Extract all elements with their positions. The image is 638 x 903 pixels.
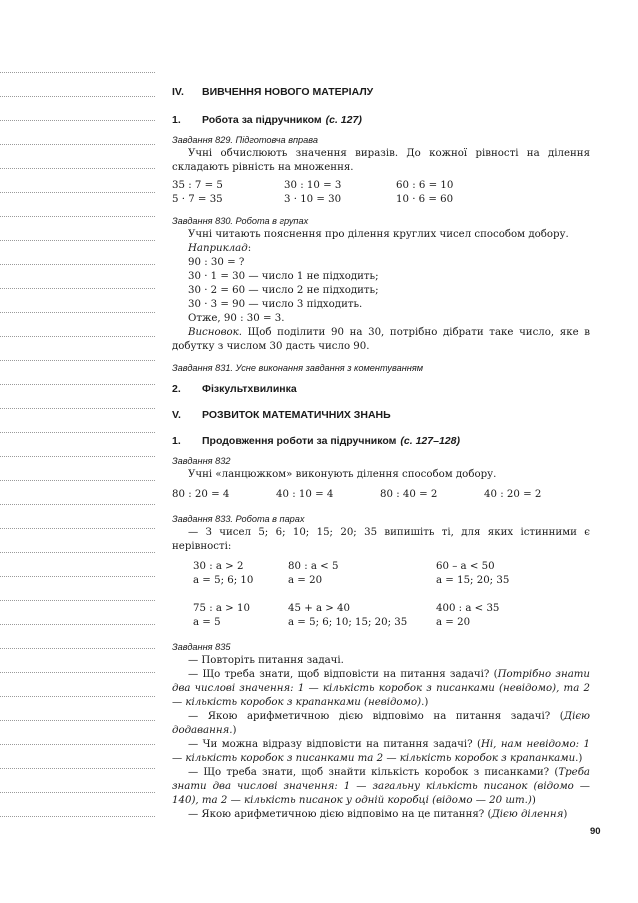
subsection-heading xyxy=(172,114,590,126)
section-number: V. xyxy=(172,409,181,421)
example-step: 30 · 1 = 30 — число 1 не підходить; xyxy=(188,271,379,282)
page-reference: (с. 127–128) xyxy=(400,435,460,447)
answer-row xyxy=(172,574,590,588)
question-answer: Дією ділення xyxy=(491,809,564,820)
question xyxy=(172,738,590,766)
example-colon: : xyxy=(247,243,252,254)
note-line xyxy=(0,504,155,505)
inequality-row xyxy=(172,602,590,616)
note-line xyxy=(0,576,155,577)
question-text: — Що треба знати, щоб знайти кількість коробок з писанками? ( xyxy=(188,767,559,778)
note-line xyxy=(0,600,155,601)
inequality: 60 – a < 50 xyxy=(436,561,495,572)
note-line xyxy=(0,648,155,649)
note-line xyxy=(0,264,155,265)
question-text: — Чи можна відразу відповісти на питання задачі? ( xyxy=(188,739,482,750)
inequality: 80 : a < 5 xyxy=(288,561,339,572)
note-line xyxy=(0,456,155,457)
note-line xyxy=(0,192,155,193)
note-line xyxy=(0,720,155,721)
question xyxy=(172,766,590,808)
note-line xyxy=(0,816,155,817)
example-label: Наприклад xyxy=(188,243,248,254)
section-v-heading xyxy=(172,409,590,421)
question-close: ) xyxy=(531,795,536,806)
note-line xyxy=(0,432,155,433)
answer: a = 5; 6; 10; 15; 20; 35 xyxy=(288,617,408,628)
question xyxy=(172,668,590,710)
question xyxy=(172,710,590,738)
conclusion-text: . Щоб поділити 90 на 30, потрібно дібрати таке число, яке в добутку з числом 30 дасть число 90. xyxy=(172,327,590,352)
example-step: 30 · 3 = 90 — число 3 підходить. xyxy=(188,299,363,310)
equation: 5 · 7 = 35 xyxy=(172,194,223,205)
note-line xyxy=(0,120,155,121)
answer-row xyxy=(172,616,590,630)
task-829-text: Учні обчислюють значення виразів. До кожної рівності на ділення складають рівність на множення. xyxy=(172,148,590,173)
inequality-row xyxy=(172,560,590,574)
equation: 35 : 7 = 5 xyxy=(172,180,223,191)
question-close: ) xyxy=(563,809,568,820)
task-833-label: Завдання 833. Робота в парах xyxy=(172,514,305,524)
note-line xyxy=(0,312,155,313)
answer: a = 5; 6; 10 xyxy=(193,575,254,586)
task-830-text: Учні читають пояснення про ділення круглих чисел способом добору. xyxy=(188,229,569,240)
page-number: 90 xyxy=(590,826,601,837)
inequality: 75 : a > 10 xyxy=(193,603,250,614)
example-step: 90 : 30 = ? xyxy=(188,257,245,268)
note-line xyxy=(0,408,155,409)
question-close: ) xyxy=(578,753,583,764)
note-line xyxy=(0,552,155,553)
task-835-label: Завдання 835 xyxy=(172,642,231,652)
task-831-label: Завдання 831. Усне виконання завдання з коментуванням xyxy=(172,363,424,373)
note-line xyxy=(0,360,155,361)
task-833-text: — З чисел 5; 6; 10; 15; 20; 35 випишіть ті, для яких істинними є нерівності: xyxy=(172,527,590,552)
question xyxy=(172,808,590,822)
equation: 60 : 6 = 10 xyxy=(396,180,454,191)
note-line xyxy=(0,216,155,217)
note-line xyxy=(0,624,155,625)
note-line xyxy=(0,288,155,289)
question-answer: Дією додавання. xyxy=(172,711,590,736)
task-830-label: Завдання 830. Робота в групах xyxy=(172,216,309,226)
question-answer: Ні, нам невідомо: 1 — кількість коробок з писанками та 2 — кількість коробок з крапанками. xyxy=(172,739,590,764)
item-number: 2. xyxy=(172,383,181,395)
section-iv-heading xyxy=(172,86,590,98)
section-number: IV. xyxy=(172,86,184,98)
equation: 10 · 6 = 60 xyxy=(396,194,454,205)
equation: 30 : 10 = 3 xyxy=(284,180,342,191)
example-step: 30 · 2 = 60 — число 2 не підходить; xyxy=(188,285,379,296)
answer: a = 20 xyxy=(288,575,323,586)
answer: a = 5 xyxy=(193,617,221,628)
note-line xyxy=(0,696,155,697)
note-line xyxy=(0,96,155,97)
margin-note-lines xyxy=(0,72,155,840)
question-text: — Якою арифметичною дією відповімо на це питання? ( xyxy=(188,809,492,820)
page-reference: (с. 127) xyxy=(325,114,362,126)
note-line xyxy=(0,144,155,145)
question-text: — Якою арифметичною дією відповімо на питання задачі? ( xyxy=(188,711,564,722)
question-answer: Потрібно знати два числові значення: 1 — кількість коробок з писанками (невідомо), та 2 — кількість коробок з крапанками (невідомо). xyxy=(172,669,590,708)
question-answer: Треба знати два числові значення: 1 — загальну кількість писанок (відомо — 140), та 2 — кількість писанок у одній коробці (відомо — 20 шт.) xyxy=(172,767,590,806)
subsection-heading xyxy=(172,435,590,447)
subsection-number: 1. xyxy=(172,114,181,126)
example-line xyxy=(172,242,590,256)
inequality: 30 : a > 2 xyxy=(193,561,244,572)
subsection-number: 1. xyxy=(172,435,181,447)
note-line xyxy=(0,384,155,385)
answer: a = 20 xyxy=(436,617,471,628)
note-line xyxy=(0,168,155,169)
question-close: ) xyxy=(232,725,237,736)
conclusion xyxy=(172,326,590,354)
note-line xyxy=(0,768,155,769)
item-title: Фізкультхвилинка xyxy=(202,383,297,395)
question-text: — Що треба знати, щоб відповісти на питання задачі? ( xyxy=(188,669,498,680)
section-title: РОЗВИТОК МАТЕМАТИЧНИХ ЗНАНЬ xyxy=(202,409,391,421)
task-832-label: Завдання 832 xyxy=(172,456,231,466)
equation-row xyxy=(172,488,590,502)
task-832-text: Учні «ланцюжком» виконують ділення способом добору. xyxy=(188,469,497,480)
note-line xyxy=(0,336,155,337)
note-line xyxy=(0,240,155,241)
subsection-title: Робота за підручником xyxy=(202,114,322,126)
inequality: 400 : a < 35 xyxy=(436,603,500,614)
inequality: 45 + a > 40 xyxy=(288,603,351,614)
equation-row xyxy=(172,179,590,193)
note-line xyxy=(0,792,155,793)
equation: 3 · 10 = 30 xyxy=(284,194,342,205)
note-line xyxy=(0,480,155,481)
equation: 80 : 40 = 2 xyxy=(380,489,438,500)
note-line xyxy=(0,672,155,673)
note-line xyxy=(0,528,155,529)
subsection-title: Продовження роботи за підручником xyxy=(202,435,397,447)
example-step: Отже, 90 : 30 = 3. xyxy=(188,313,285,324)
note-line xyxy=(0,744,155,745)
section-title: ВИВЧЕННЯ НОВОГО МАТЕРІАЛУ xyxy=(202,86,374,98)
equation: 80 : 20 = 4 xyxy=(172,489,230,500)
question: — Повторіть питання задачі. xyxy=(188,655,344,666)
item-2-heading xyxy=(172,383,590,395)
equation: 40 : 20 = 2 xyxy=(484,489,542,500)
answer: a = 15; 20; 35 xyxy=(436,575,510,586)
task-829-label: Завдання 829. Підготовча вправа xyxy=(172,135,318,145)
equation: 40 : 10 = 4 xyxy=(276,489,334,500)
conclusion-label: Висновок xyxy=(188,327,239,338)
question-close: ) xyxy=(424,697,429,708)
note-line xyxy=(0,72,155,73)
main-content xyxy=(172,86,590,822)
equation-row xyxy=(172,193,590,207)
